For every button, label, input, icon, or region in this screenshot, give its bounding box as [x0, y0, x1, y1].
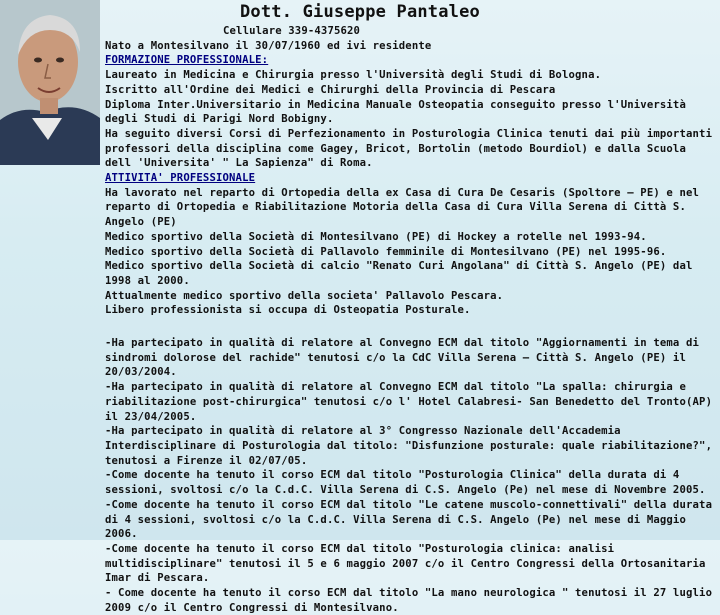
formazione-item: Ha seguito diversi Corsi di Perfezionamento in Posturologia Clinica tenuti dai più importanti professori della disciplina come Gagey, Bricot, Bortolin (metodo Bourdiol) e dalla Scuola dell 'Universita' " La Sapienza" di Roma. [105, 127, 713, 170]
formazione-item: Iscritto all'Ordine dei Medici e Chirurghi della Provincia di Pescara [105, 83, 556, 96]
event-item: -Come docente ha tenuto il corso ECM dal titolo "Le catene muscolo-connettivali" della durata di 4 sessioni, svoltosi c/o la C.d.C. Villa Serena di C.S. Angelo (Pe) nel mese di Maggio 2006. [105, 498, 713, 541]
event-item: -Ha partecipato in qualità di relatore al Convegno ECM dal titolo "Aggiornamenti in tema di sindromi dolorose del rachide" tenutosi c/o la CdC Villa Serena – Città S. Angelo (PE) il 20/03/2004. [105, 337, 700, 379]
event-item: -Ha partecipato in qualità di relatore al 3° Congresso Nazionale dell'Accademia Interdisciplinare di Posturologia dal titolo: "Disfunzione posturale: quale riabilitazione?", tenutosi a Firenze il 02/07/05. [105, 425, 713, 467]
page-title: Dott. Giuseppe Pantaleo [239, 2, 480, 22]
event-item: -Ha partecipato in qualità di relatore al Convegno ECM dal titolo "La spalla: chirurgia e riabilitazione post-chirurgica" tenutosi c/o l' Hotel Calabresi- San Benedetto del Tronto(AP) il 23/04/2005. [105, 381, 713, 423]
section-spacer [105, 318, 715, 336]
attivita-item: Libero professionista si occupa di Osteopatia Posturale. [105, 304, 471, 317]
event-item: -Come docente ha tenuto il corso ECM dal titolo "Posturologia Clinica" della durata di 4 sessioni, svoltosi c/o la C.d.C. Villa Serena di C.S. Angelo (Pe) nel mese di Novembre 2005. [105, 469, 706, 497]
attivita-item: Attualmente medico sportivo della societa' Pallavolo Pescara. [105, 289, 504, 302]
attivita-heading: ATTIVITA' PROFESSIONALE [105, 172, 256, 185]
cv-body [105, 24, 715, 615]
portrait-illustration [0, 0, 100, 165]
event-item: -Come docente ha tenuto il corso ECM dal titolo "Posturologia clinica: analisi multidisciplinare" tenutosi il 5 e 6 maggio 2007 c/o il Centro Congressi della Ortosanitaria Imar di Pescara. [105, 542, 706, 585]
attivita-item: Medico sportivo della Società di Pallavolo femminile di Montesilvano (PE) nel 1995-96. [105, 245, 667, 258]
formazione-item: Diploma Inter.Universitario in Medicina Manuale Osteopatia conseguito presso l'Università degli Studi di Parigi Nord Bobigny. [105, 98, 686, 126]
attivita-item: Medico sportivo della Società di Montesilvano (PE) di Hockey a rotelle nel 1993-94. [105, 230, 647, 243]
event-item: - Come docente ha tenuto il corso ECM dal titolo "La mano neurologica " tenutosi il 27 luglio 2009 c/o il Centro Congressi di Montesilvano. [105, 587, 713, 614]
attivita-item: Medico sportivo della Società di calcio "Renato Curi Angolana" di Città S. Angelo (PE) dal 1998 al 2000. [105, 260, 693, 287]
portrait-photo [0, 0, 100, 165]
phone-line: Cellulare 339-4375620 [223, 25, 361, 37]
birth-line: Nato a Montesilvano il 30/07/1960 ed ivi residente [105, 39, 432, 52]
formazione-item: Laureato in Medicina e Chirurgia presso l'Università degli Studi di Bologna. [105, 69, 602, 82]
attivita-item: Ha lavorato nel reparto di Ortopedia della ex Casa di Cura De Cesaris (Spoltore – PE) e nel reparto di Ortopedia e Riabilitazione Motoria della Casa di Cura Villa Serena di Città S. Angelo (PE) [105, 186, 700, 229]
formazione-heading: FORMAZIONE PROFESSIONALE: [105, 54, 269, 67]
